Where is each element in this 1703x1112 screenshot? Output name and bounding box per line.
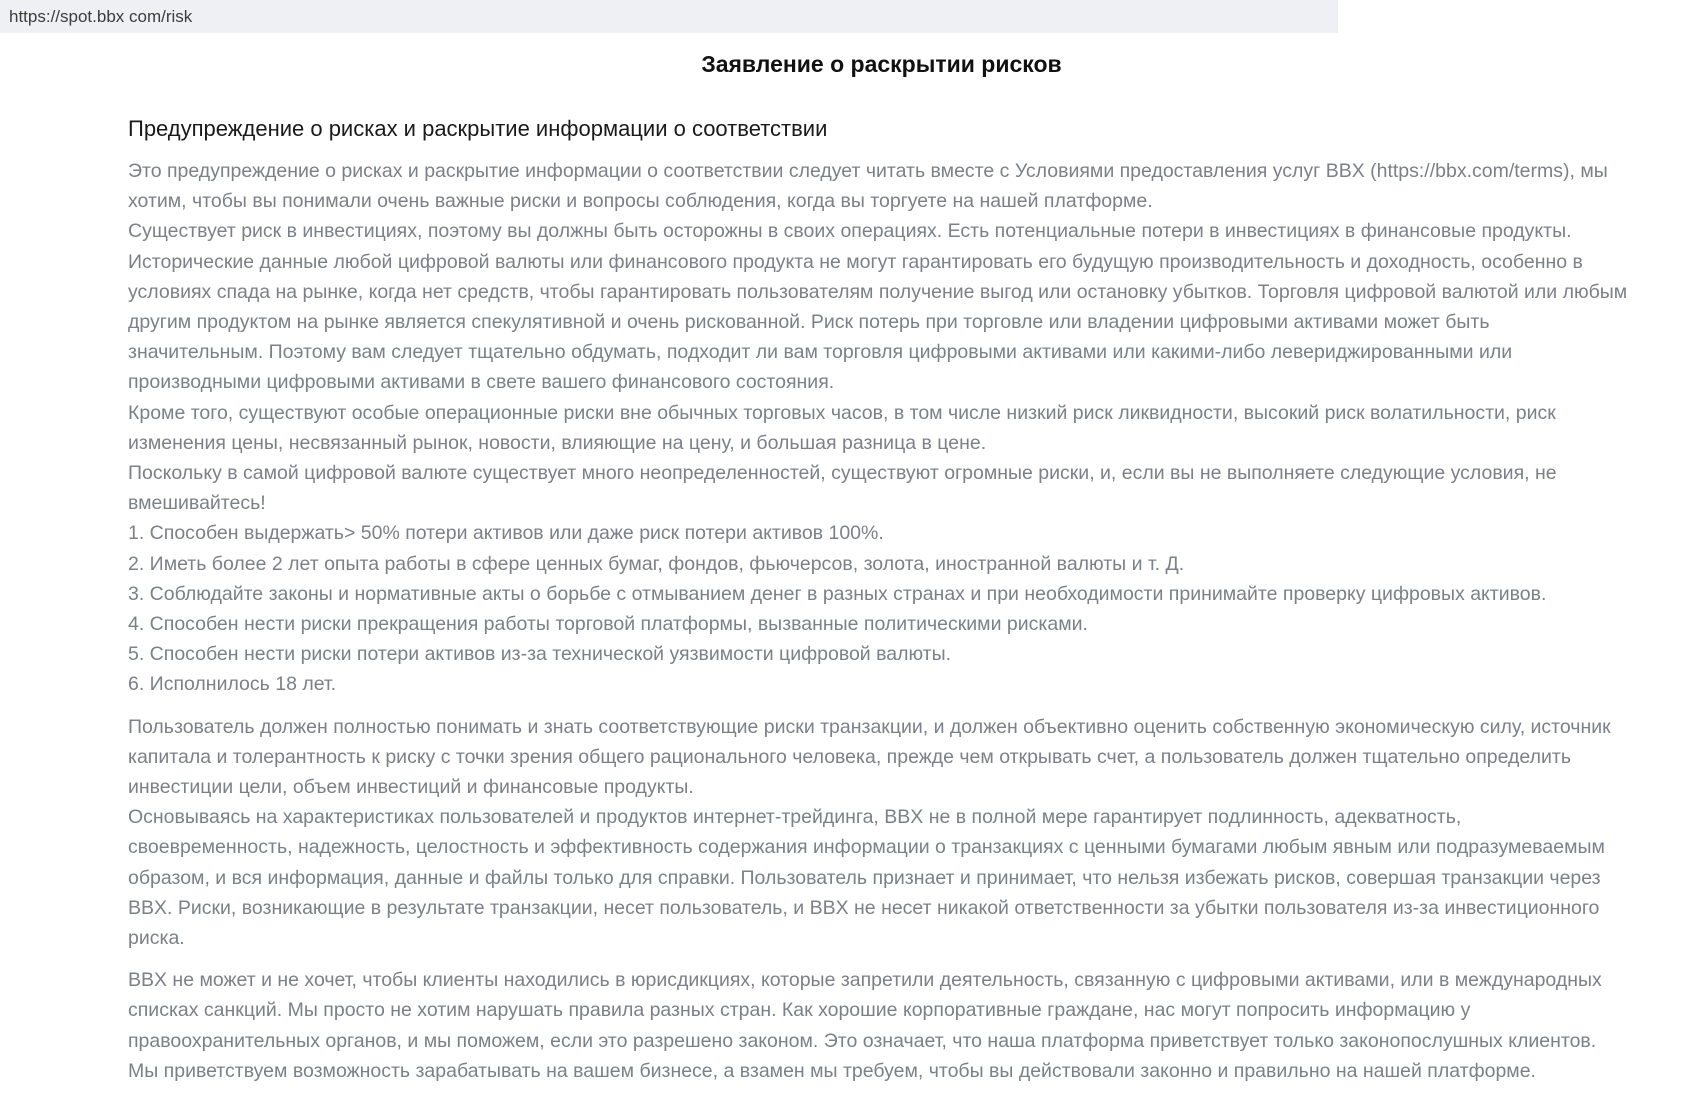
paragraph-user-understanding: Пользователь должен полностью понимать и знать соответствующие риски транзакции, и должен объективно оценить собственную экономическую силу, источник капитала и толерантность к риску с точки зрения общего рационального человека, прежде чем открывать счет, а пользователь должен тщательно определить инвестиции цели, объем инвестиций и финансовые продукты. <box>128 715 1611 799</box>
condition-item: 1. Способен выдержать> 50% потери активов или даже риск потери активов 100%. <box>128 522 884 545</box>
condition-item: 3. Соблюдайте законы и нормативные акты о борьбе с отмыванием денег в разных странах и при необходимости принимайте проверку цифровых активов. <box>128 582 1547 605</box>
paragraph-jurisdictions: BBX не может и не хочет, чтобы клиенты находились в юрисдикциях, которые запретили деятельность, связанную с цифровыми активами, или в международных списках санкций. Мы просто не хотим нарушать правила разных стран. Как хорошие корпоративные граждане, нас могут попросить информацию у правоохранительных органов, и мы поможем, если это разрешено законом. Это означает, что наша платформа приветствует только законопослушных клиентов. Мы приветствуем возможность зарабатывать на вашем бизнесе, а взамен мы требуем, чтобы вы действовали законно и правильно на нашей платформе. <box>128 969 1602 1082</box>
address-bar[interactable] <box>0 0 1338 33</box>
condition-item: 2. Иметь более 2 лет опыта работы в сфере ценных бумаг, фондов, фьючерсов, золота, иностранной валюты и т. Д. <box>128 552 1185 575</box>
paragraph-no-guarantee: Основываясь на характеристиках пользователей и продуктов интернет-трейдинга, BBX не в полной мере гарантирует подлинность, адекватность, своевременность, надежность, целостность и эффективность содержания информации о транзакциях с ценными бумагами любым явным или подразумеваемым образом, и вся информация, данные и файлы только для справки. Пользователь признает и принимает, что нельзя избежать рисков, совершая транзакции через BBX. Риски, возникающие в результате транзакции, несет пользователь, и BBX не несет никакой ответственности за убытки пользователя из-за инвестиционного риска. <box>128 806 1605 950</box>
spacer <box>128 953 1628 965</box>
conditions-list <box>128 518 1628 699</box>
paragraph-operational-risk: Кроме того, существуют особые операционные риски вне обычных торговых часов, в том числе низкий риск ликвидности, высокий риск волатильности, риск изменения цены, несвязанный рынок, новости, влияющие на цену, и большая разница в цене. <box>128 401 1556 454</box>
condition-item: 4. Способен нести риски прекращения работы торговой платформы, вызванные политическими рисками. <box>128 613 1088 636</box>
url-text: https://spot.bbx com/risk <box>9 7 193 26</box>
spacer <box>128 700 1628 712</box>
page-title: Заявление о раскрытии рисков <box>701 51 1062 77</box>
condition-item: 5. Способен нести риски потери активов из-за технической уязвимости цифровой валюты. <box>128 643 952 666</box>
risk-disclosure-body <box>128 156 1628 1086</box>
section-heading: Предупреждение о рисках и раскрытие информации о соответствии <box>128 116 828 141</box>
paragraph-intro: Это предупреждение о рисках и раскрытие информации о соответствии следует читать вместе с Условиями предоставления услуг BBX (https://bbx.com/terms), мы хотим, чтобы вы понимали очень важные риски и вопросы соблюдения, когда вы торгуете на нашей платформе. <box>128 160 1608 213</box>
paragraph-conditions-intro: Поскольку в самой цифровой валюте существует много неопределенностей, существуют огромные риски, и, если вы не выполняете следующие условия, не вмешивайтесь! <box>128 462 1557 515</box>
paragraph-investment-risk: Существует риск в инвестициях, поэтому вы должны быть осторожны в своих операциях. Есть потенциальные потери в инвестициях в финансовые продукты. Исторические данные любой цифровой валюты или финансового продукта не могут гарантировать его будущую производительность и доходность, особенно в условиях спада на рынке, когда нет средств, чтобы гарантировать пользователям получение выгод или остановку убытков. Торговля цифровой валютой или любым другим продуктом на рынке является спекулятивной и очень рискованной. Риск потерь при торговле или владении цифровыми активами может быть значительным. Поэтому вам следует тщательно обдумать, подходит ли вам торговля цифровыми активами или какими-либо левериджированными или производными цифровыми активами в свете вашего финансового состояния. <box>128 220 1628 394</box>
condition-item: 6. Исполнилось 18 лет. <box>128 673 337 696</box>
